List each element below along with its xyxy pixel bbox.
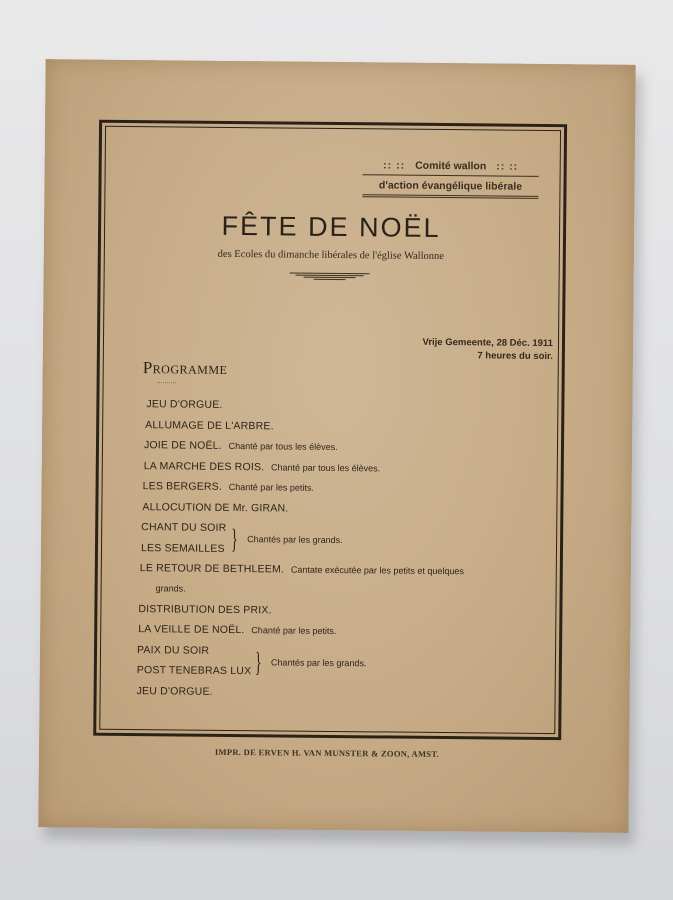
page-title: FÊTE DE NOËL	[221, 210, 441, 243]
programme-group-desc: Chantés par les grands.	[270, 656, 367, 668]
ornament-divider-icon	[290, 270, 370, 283]
programme-item-name: LA VEILLE DE NOËL.	[138, 623, 245, 637]
committee-name: Comité wallon	[415, 159, 487, 173]
programme-item-name: DISTRIBUTION DES PRIX.	[138, 602, 272, 616]
programme-item-desc: Chanté par les petits.	[228, 481, 314, 493]
programme-item-name: LES SEMAILLES	[140, 541, 225, 555]
programme-item-desc: Cantate exécutée par les petits et quelques	[290, 564, 465, 577]
programme-item-name: LE RETOUR DE BETHLEEM.	[139, 562, 285, 576]
brace-icon: }	[230, 523, 238, 556]
committee-dots-left: :: ::	[383, 159, 406, 172]
venue-line-1: Vrije Gemeente, 28 Déc. 1911	[422, 336, 554, 350]
programme-item-desc: Chanté par tous les élèves.	[228, 440, 338, 453]
programme-item-name: LA MARCHE DES ROIS.	[143, 459, 265, 473]
programme-item-name: CHANT DU SOIR	[141, 521, 227, 534]
committee-line-2: d'action évangélique libérale	[362, 175, 538, 199]
venue-date	[373, 336, 553, 363]
committee-line-1	[363, 159, 539, 177]
printer-imprint: IMPR. DE ERVEN H. VAN MUNSTER & ZOON, AMST.	[214, 746, 440, 759]
programme-item-continuation: grands.	[155, 582, 186, 594]
programme-item	[137, 685, 534, 709]
programme-item-name: JOIE DE NOËL.	[143, 439, 222, 452]
programme-heading: Programme	[142, 358, 228, 378]
programme-list	[136, 398, 537, 709]
committee-dots-right: :: ::	[496, 160, 519, 173]
programme-item-desc: Chanté par les petits.	[251, 625, 337, 637]
programme-item-name: ALLUMAGE DE L'ARBRE.	[145, 418, 274, 432]
programme-item-name: PAIX DU SOIR	[136, 643, 210, 657]
venue-line-2: 7 heures du soir.	[477, 350, 553, 362]
programme-heading-dots: ··········	[156, 380, 177, 387]
programme-group-desc: Chantés par les grands.	[247, 534, 343, 546]
programme-item-name: JEU D'ORGUE.	[136, 684, 213, 698]
programme-leaflet	[38, 59, 635, 833]
brace-icon: }	[254, 646, 262, 678]
programme-item-name: JEU D'ORGUE.	[146, 398, 223, 411]
programme-group	[137, 644, 534, 689]
programme-item-name: POST TENEBRAS LUX	[136, 664, 252, 678]
page-subtitle: des Ecoles du dimanche libérales de l'église Wallonne	[217, 248, 445, 263]
committee-box	[362, 159, 538, 199]
programme-item	[140, 562, 535, 586]
programme-item-desc: Chanté par tous les élèves.	[271, 461, 381, 473]
programme-item-name: LES BERGERS.	[142, 480, 223, 493]
programme-group	[141, 521, 535, 566]
programme-item-name: ALLOCUTION DE Mr. GIRAN.	[142, 500, 289, 515]
